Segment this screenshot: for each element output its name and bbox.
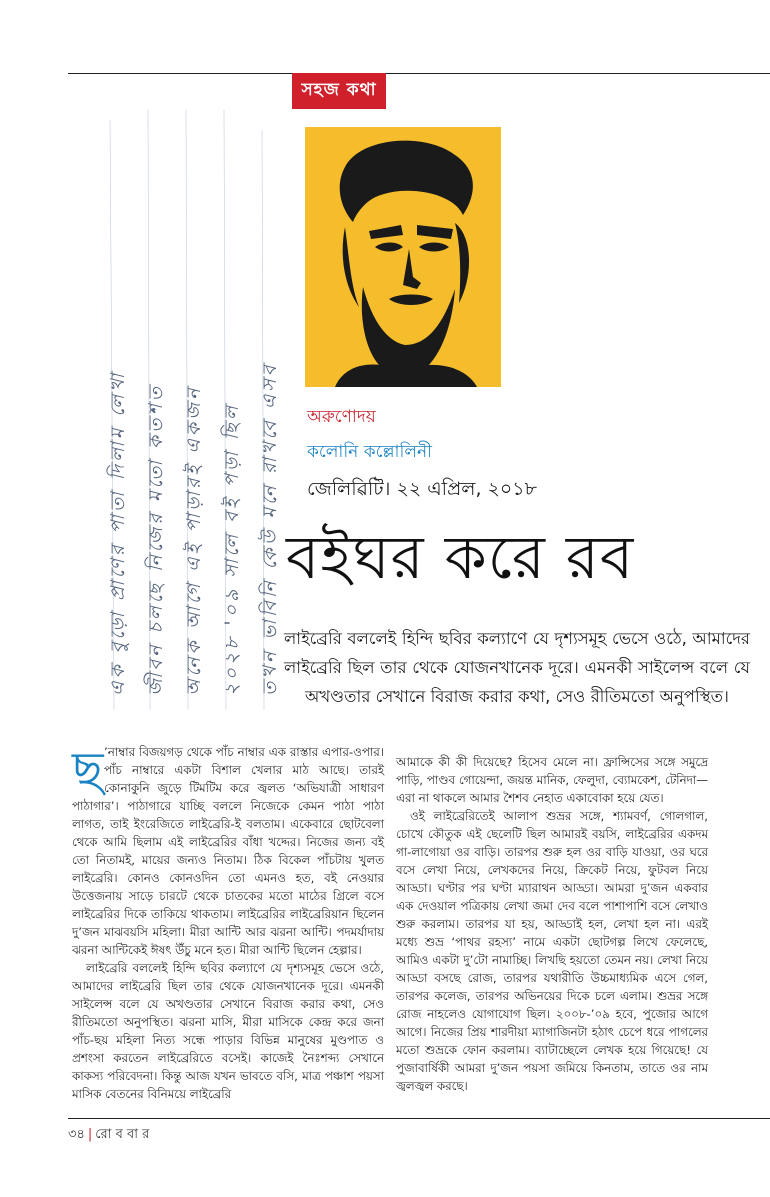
drop-cap: ছ bbox=[72, 741, 104, 801]
handwritten-manuscript-image bbox=[90, 110, 280, 710]
page-number: ৩৪ bbox=[68, 1127, 85, 1142]
manuscript-line-3: অনেক আগে এই পাড়ারই একজন bbox=[183, 385, 205, 696]
body-paragraph: লাইব্রেরি বললেই হিন্দি ছবির কল্যাণে যে দৃশ্যসমূহ ভেসে ওঠে, আমাদের লাইব্রেরি ছিল তার থেকে যোজনখানেক দূরে। এমনকী সাইলেন্স বলে যে অখণ্ডতার সেখানে বিরাজ করার কথা, সেও রীতিমতো অনুপস্থিত। ঝরনা মাসি, মীরা মাসিকে কেন্দ্র করে জনা পাঁচ-ছয় মহিলা নিত্য সন্ধে পাড়ার বিভিন্ন মানুষের মুণ্ডপাত ও প্রশংসা করতেন লাইব্রেরিতে বসেই। কাজেই নৈঃশব্দ্য সেখানে কাকস্য পরিবেদনা। কিন্তু আজ যখন ভাবতে বসি, মাত্র পঞ্চাশ পয়সা মাসিক বেতনের বিনিময়ে লাইব্রেরি bbox=[72, 961, 384, 1101]
body-column-left bbox=[72, 743, 384, 1103]
author-portrait bbox=[305, 127, 501, 387]
manuscript-line-2: জীবন চলছে নিজের মতো কতশত bbox=[145, 384, 167, 696]
body-column-right bbox=[396, 753, 708, 1095]
top-rule bbox=[68, 73, 770, 74]
manuscript-line-5: তখন ভাবিনি কেউ মনে রাখবে এসব bbox=[259, 362, 281, 696]
article-headline: বইঘর করে রব bbox=[286, 523, 635, 593]
body-paragraph: আমাকে কী কী দিয়েছে? হিসেব মেলে না। ফ্রান্সিসের সঙ্গে সমুদ্রে পাড়ি, পাণ্ডব গোয়েন্দা, জয়ন্ত মানিক, ফেলুদা, ব্যোমকেশ, টেনিদা— এরা না থাকলে আমার শৈশব নেহাত একাবোকা হয়ে যেত। bbox=[396, 755, 708, 805]
source-book-title: কলোনি কল্লোলিনী bbox=[307, 442, 433, 462]
body-paragraph bbox=[72, 743, 384, 959]
body-paragraph: ওই লাইব্রেরিতেই আলাপ শুভ্রর সঙ্গে, শ্যামবর্ণ, গোলগাল, চোখে কৌতুক এই ছেলেটি ছিল আমারই বয়সি, লাইব্রেরির একদম গা-লাগোয়া ওর বাড়ি। তারপর শুরু হল ওর বাড়ি যাওয়া, ওর ঘরে বসে লেখা নিয়ে, লেখকদের নিয়ে, ক্রিকেট নিয়ে, ফুটবল নিয়ে আড্ডা। ঘণ্টার পর ঘণ্টা ম্যারাথন আড্ডা। আমরা দু’জন একবার এক দেওয়াল পত্রিকায় লেখা জমা দেব বলে পাশাপাশি বসে লেখাও শুরু করলাম। তারপর যা হয়, আড্ডাই হল, লেখা হল না। এরই মধ্যে শুভ্র ‘পাথর রহস্য’ নামে একটা ছোটগল্প লিখে ফেলেছে, আমিও একটা দু’টো নামাচ্ছি। লিখছি হয়তো তেমন নয়। লেখা নিয়ে আড্ডা বসছে রোজ, তারপর যথারীতি উচ্চমাধ্যমিক এসে গেল, তারপর কলেজ, তারপর অভিনয়ের দিকে চলে এলাম। শুভ্রর সঙ্গে রোজ নাহলেও যোগাযোগ ছিল। ২০০৮-’০৯ হবে, পুজোর আগে আগে। নিজের প্রিয় শারদীয়া ম্যাগাজিনটা হঠাৎ চেপে ধরে পাগলের মতো শুভ্রকে ফোন করলাম। ব্যাটাচ্ছেলে লেখক হয়ে গিয়েছে! যে পুজাবার্ষিকী আমরা দু’জন পয়সা জমিয়ে কিনতাম, তাতে ওর নাম জ্বলজ্বল করছে। bbox=[396, 809, 708, 1093]
magazine-title: রো ব বা র bbox=[95, 1127, 150, 1142]
page-folio bbox=[68, 1125, 149, 1146]
folio-separator: | bbox=[87, 1127, 93, 1142]
bottom-rule bbox=[68, 1118, 770, 1119]
source-publication: জেলিৱিটি। ২২ এপ্রিল, ২০১৮ bbox=[307, 478, 537, 500]
portrait-illustration bbox=[305, 127, 501, 387]
article-lead: লাইব্রেরি বললেই হিন্দি ছবির কল্যাণে যে দৃশ্যসমূহ ভেসে ওঠে, আমাদের লাইব্রেরি ছিল তার থেকে যোজনখানেক দূরে। এমনকী সাইলেন্স বলে যে অখণ্ডতার সেখানে বিরাজ করার কথা, সেও রীতিমতো অনুপস্থিত। bbox=[284, 629, 750, 706]
manuscript-line-1: এক বুড়ো প্রাণের পাতা দিলাম লেখা bbox=[107, 370, 129, 696]
body-paragraph-text: ’নাম্বার বিজয়গড় থেকে পাঁচ নাম্বার এক রাস্তার এপার-ওপার। পাঁচ নাম্বারে একটা বিশাল খেলার মাঠ আছে। তারই কোনাকুনি জুড়ে টিমটিম করে জ্বলত ‘অভিযাত্রী সাধারণ পাঠাগার’। পাঠাগারে যাচ্ছি বললে নিজেকে কেমন পাঠা পাঠা লাগত, তাই ইংরেজিতে লাইব্রেরি-ই বলতাম। একেবারে ছোটবেলা থেকে আমি ছিলাম এই লাইব্রেরির বাঁধা খদ্দের। নিজের জন্য বই তো নিতামই, মায়ের জন্যও নিতাম। ঠিক বিকেল পাঁচটায় খুলত লাইব্রেরি। কোনও কোনওদিন তো এমনও হত, বই নেওয়ার উত্তেজনায় সাড়ে চারটে থেকে চাতকের মতো মাঠের গ্রিলে বসে লাইব্রেরির দিকে তাকিয়ে থাকতাম। লাইব্রেরির লাইব্রেরিয়ান ছিলেন দু’জন মাঝবয়সি মহিলা। মীরা আন্টি আর ঝরনা আন্টি। পদমর্যাদায় ঝরনা আন্টিকেই ঈষৎ উঁচু মনে হত। মীরা আন্টি ছিলেন হেল্পার। bbox=[72, 745, 384, 957]
column-tag: সহজ কথা bbox=[292, 73, 386, 109]
source-author: অরুণোদয় bbox=[307, 407, 376, 427]
manuscript-line-4: ২০২৮ '০৯ সালে বই পড়া ছিল bbox=[221, 403, 243, 696]
